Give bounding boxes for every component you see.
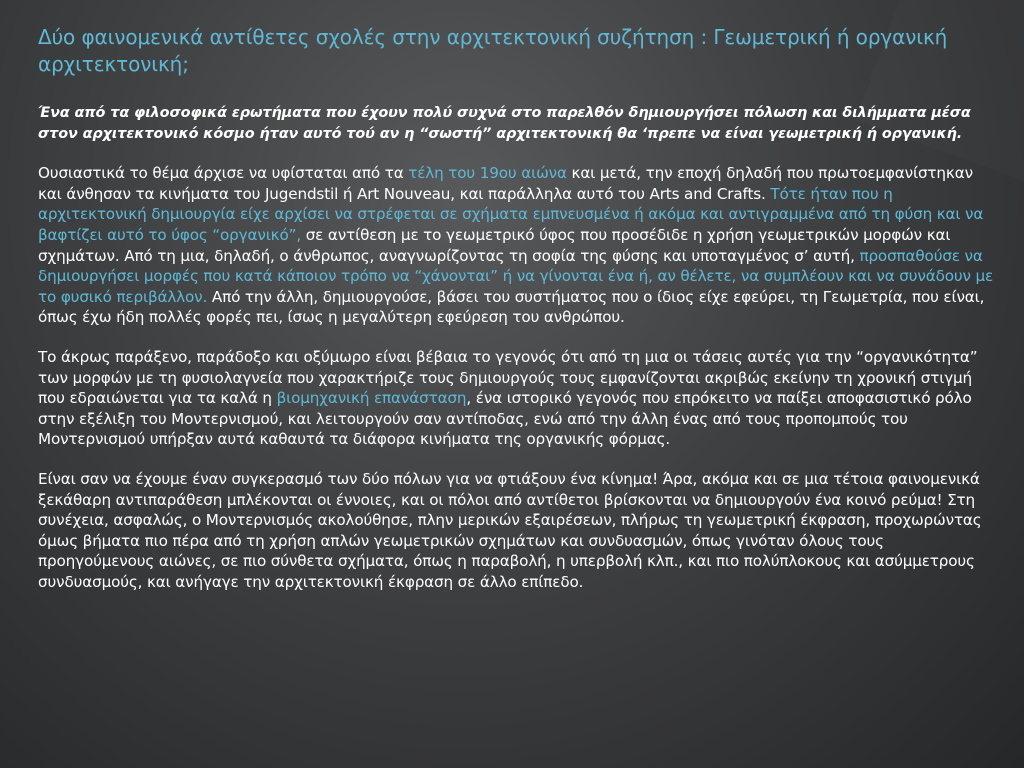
highlight-organic-style: Τότε ήταν που η αρχιτεκτονική δημιουργία είχε αρχίσει να στρέφεται σε σχήματα εμπνευσμένα ή ακόμα και αντιγραμμένα από τη φύση και να βαφτίζει αυτό το ύφος “οργανικό”, (38, 184, 984, 244)
paragraph-1-text-3: σε αντίθεση με το γεωμετρικό ύφος που προσέδιδε η χρήση γεωμετρικών μορφών και σχημάτων. Από τη μια, δηλαδή, ο άνθρωπος, αναγνωρίζοντας τη σοφία της φύσης και υποταγμένος σ’ αυτή, (38, 225, 951, 265)
highlight-natural-environment: προσπαθούσε να δημιουργήσει μορφές που κατά κάποιον τρόπο να “χάνονται” ή να γίνονται ένα ή, αν θέλετε, να συμπλέουν και να συνάδουν με το φυσικό περιβάλλον. (38, 246, 994, 306)
lead-paragraph: Ένα από τα φιλοσοφικά ερωτήματα που έχουν πολύ συχνά στο παρελθόν δημιουργήσει πόλωση και διλήμματα μέσα στον αρχιτεκτονικό κόσμο ήταν αυτό τού αν η “σωστή” αρχιτεκτονική θα ‘πρεπε να είναι γεωμετρική ή οργανική. (38, 105, 971, 142)
highlight-end-19th-century: τέλη του 19ου αιώνα (408, 164, 567, 183)
slide-title: Δύο φαινομενικά αντίθετες σχολές στην αρχιτεκτονική συζήτηση : Γεωμετρική ή οργανική αρχιτεκτονική; (38, 25, 948, 76)
paragraph-2-text-1: Το άκρως παράξενο, παράδοξο και οξύμωρο είναι βέβαια το γεγονός ότι από τη μια οι τάσεις αυτές για την “οργανικότητα” των μορφών με τη φυσιολαγνεία που χαρακτήριζε τους δημιουργούς τους εμφανίζονται ακριβώς εκείνην τη χρονική στιγμή που εδραιώνεται για τα καλά η (38, 347, 978, 408)
paragraph-1-text-2: και μετά, την εποχή δηλαδή που πρωτοεμφανίστηκαν και άνθησαν τα κινήματα του Jugendstil ή Art Nouveau, και παράλληλα αυτό του Arts and Crafts. (38, 164, 973, 203)
slide-body (38, 103, 996, 611)
paragraph-1-text-1: Ουσιαστικά το θέμα άρχισε να υφίσταται από τα (38, 164, 409, 183)
paragraph-2-text-2: , ένα ιστορικό γεγονός που επρόκειτο να παίξει αποφασιστικό ρόλο στην εξέλιξη του Μοντερνισμού, και λειτουργούν σαν αντίποδας, ενώ από την άλλη ένας από τους προπομπούς του Μοντερνισμού υπήρξαν αυτά καθαυτά τα διάφορα κινήματα της οργανικής φόρμας. (38, 389, 972, 449)
paragraph-3: Είναι σαν να έχουμε έναν συγκερασμό των δύο πόλων για να φτιάξουν ένα κίνημα! Άρα, ακόμα και σε μια τέτοια φαινομενικά ξεκάθαρη αντιπαράθεση μπλέκονται οι έννοιες, και οι πόλοι από αντίθετοι βρίσκονται να δημιουργούν ένα κοινό ρεύμα! Στη συνέχεια, ασφαλώς, ο Μοντερνισμός ακολούθησε, πλην μερικών εξαιρέσεων, πλήρως τη γεωμετρική έκφραση, προχωρώντας όμως βήματα πιο πέρα από τη χρήση απλών γεωμετρικών σχημάτων και συνδυασμών, όπως γινόταν όλους τους προηγούμενους αιώνες, σε πιο σύνθετα σχήματα, όπως η παραβολή, η υπερβολή κλπ., και πιο πολύπλοκους και ασύμμετρους συνδυασμούς, και ανήγαγε την αρχιτεκτονική έκφραση σε άλλο επίπεδο. (38, 469, 982, 591)
paragraph-2 (38, 347, 996, 450)
highlight-industrial-revolution: βιομηχανική επανάσταση (276, 389, 467, 408)
paragraph-1 (38, 163, 996, 328)
paragraph-1-text-4: Από την άλλη, δημιουργούσε, βάσει του συστήματος που ο ίδιος είχε εφεύρει, τη Γεωμετρία, που είναι, όπως έχω ήδη πολλές φορές πει, ίσως η μεγαλύτερη εφεύρεση του ανθρώπου. (38, 287, 985, 327)
